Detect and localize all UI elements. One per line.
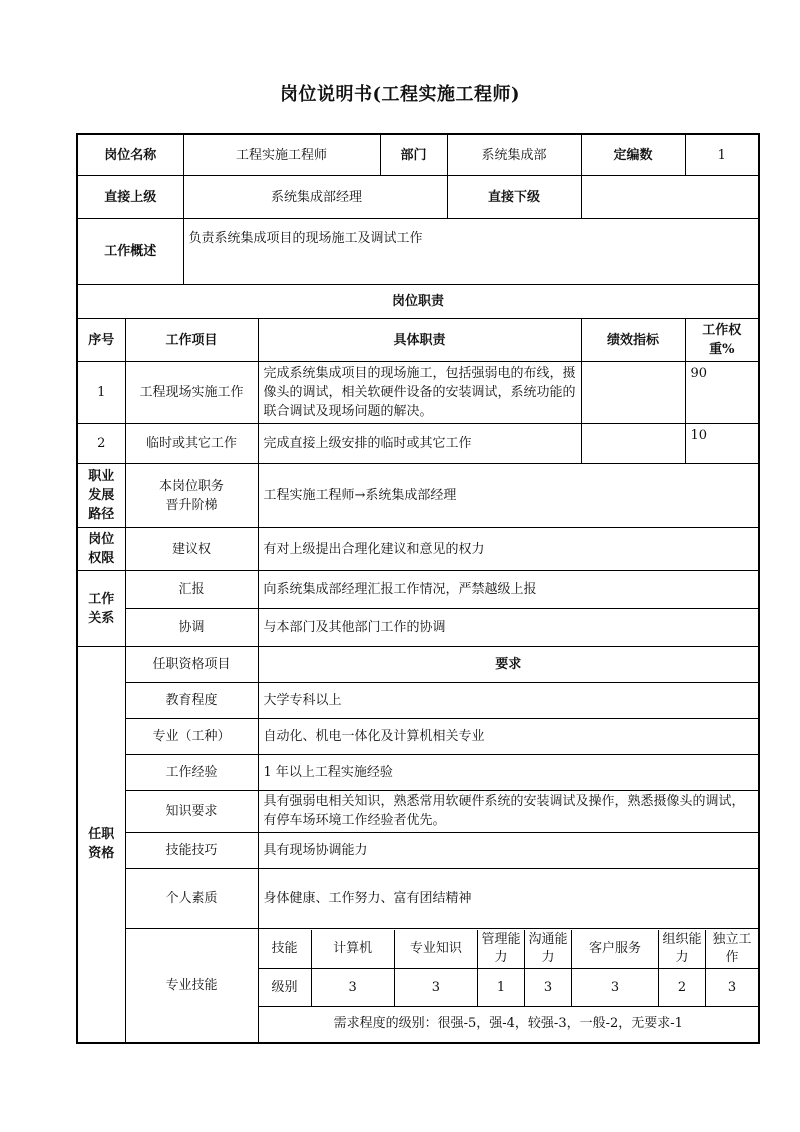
career-label: 职业发展路径: [77, 464, 125, 528]
qual-value: 具有现场协调能力: [258, 833, 759, 869]
duties-header-detail: 具体职责: [258, 319, 581, 362]
skill-name: 客户服务: [572, 930, 659, 969]
authority-item: 建议权: [125, 528, 258, 571]
qual-item: 知识要求: [125, 791, 258, 833]
skill-name: 独立工作: [706, 930, 759, 969]
qual-item: 工作经验: [125, 755, 258, 791]
duty-kpi: [581, 424, 685, 464]
qual-item: 教育程度: [125, 683, 258, 719]
skill-level: 3: [572, 969, 659, 1007]
qual-item: 专业（工种）: [125, 719, 258, 755]
authority-value: 有对上级提出合理化建议和意见的权力: [258, 528, 759, 571]
qual-header-item: 任职资格项目: [125, 647, 258, 683]
skill-level: 1: [478, 969, 525, 1007]
skill-name: 专业知识: [394, 930, 477, 969]
skill-level: 3: [706, 969, 759, 1007]
relation-item: 汇报: [125, 571, 258, 609]
relation-value: 与本部门及其他部门工作的协调: [258, 609, 759, 647]
skill-name: 管理能力: [478, 930, 525, 969]
duty-item: 临时或其它工作: [125, 424, 258, 464]
skills-header-label: 技能: [259, 930, 312, 969]
job-description-table: [76, 133, 760, 1044]
duty-detail: 完成直接上级安排的临时或其它工作: [258, 424, 581, 464]
headcount-label: 定编数: [581, 134, 685, 176]
duty-no: 1: [77, 362, 125, 424]
qual-value: 身体健康、工作努力、富有团结精神: [258, 869, 759, 929]
duty-weight: 90: [685, 362, 759, 424]
duties-header-kpi: 绩效指标: [581, 319, 685, 362]
superior-value: 系统集成部经理: [271, 189, 363, 205]
authority-label: 岗位权限: [77, 528, 125, 571]
qual-value: 大学专科以上: [258, 683, 759, 719]
headcount-value: 1: [685, 134, 759, 176]
skill-level: 3: [311, 969, 394, 1007]
skill-level: 3: [525, 969, 572, 1007]
qual-value: 具有强弱电相关知识，熟悉常用软硬件系统的安装调试及操作，熟悉摄像头的调试，有停车场环境工作经验者优先。: [258, 791, 759, 833]
skills-note: 需求程度的级别：很强-5，强-4，较强-3，一般-2，无要求-1: [259, 1007, 759, 1041]
qual-value: 自动化、机电一体化及计算机相关专业: [258, 719, 759, 755]
duties-header-item: 工作项目: [125, 319, 258, 362]
career-item: 本岗位职务晋升阶梯: [125, 464, 258, 528]
qualification-label: 任职资格: [77, 647, 125, 1043]
dept-label: 部门: [400, 147, 427, 163]
skills-label: 专业技能: [125, 929, 258, 1043]
skill-name: 计算机: [311, 930, 394, 969]
duty-detail: 完成系统集成项目的现场施工，包括强弱电的布线，摄像头的调试，相关软硬件设备的安装调试，系统功能的联合调试及现场问题的解决。: [258, 362, 581, 424]
qual-value: 1 年以上工程实施经验: [258, 755, 759, 791]
qual-item: 技能技巧: [125, 833, 258, 869]
duties-section-title: 岗位职责: [77, 285, 759, 319]
duties-header-no: 序号: [77, 319, 125, 362]
qual-header-req: 要求: [258, 647, 759, 683]
summary-label: 工作概述: [77, 219, 183, 285]
dept-value: 系统集成部: [447, 134, 581, 176]
duty-no: 2: [77, 424, 125, 464]
career-value: 工程实施工程师→系统集成部经理: [258, 464, 759, 528]
skill-level: 2: [659, 969, 706, 1007]
position-name-label: 岗位名称: [77, 134, 183, 176]
relation-item: 协调: [125, 609, 258, 647]
skill-level: 3: [394, 969, 477, 1007]
page-title: 岗位说明书(工程实施工程师): [279, 84, 521, 105]
skills-table: [259, 930, 759, 1041]
position-name-value: 工程实施工程师: [184, 135, 381, 175]
qual-item: 个人素质: [125, 869, 258, 929]
duties-header-weight: 工作权重%: [685, 319, 759, 362]
relations-label: 工作关系: [77, 571, 125, 647]
skills-level-label: 级别: [259, 969, 312, 1007]
duty-weight: 10: [685, 424, 759, 464]
summary-value: 负责系统集成项目的现场施工及调试工作: [183, 219, 759, 285]
subordinate-value: [581, 176, 759, 219]
duty-kpi: [581, 362, 685, 424]
relation-value: 向系统集成部经理汇报工作情况，严禁越级上报: [258, 571, 759, 609]
skill-name: 组织能力: [659, 930, 706, 969]
subordinate-label: 直接下级: [447, 176, 581, 219]
superior-label: 直接上级: [77, 176, 183, 219]
skill-name: 沟通能力: [525, 930, 572, 969]
duty-item: 工程现场实施工作: [125, 362, 258, 424]
